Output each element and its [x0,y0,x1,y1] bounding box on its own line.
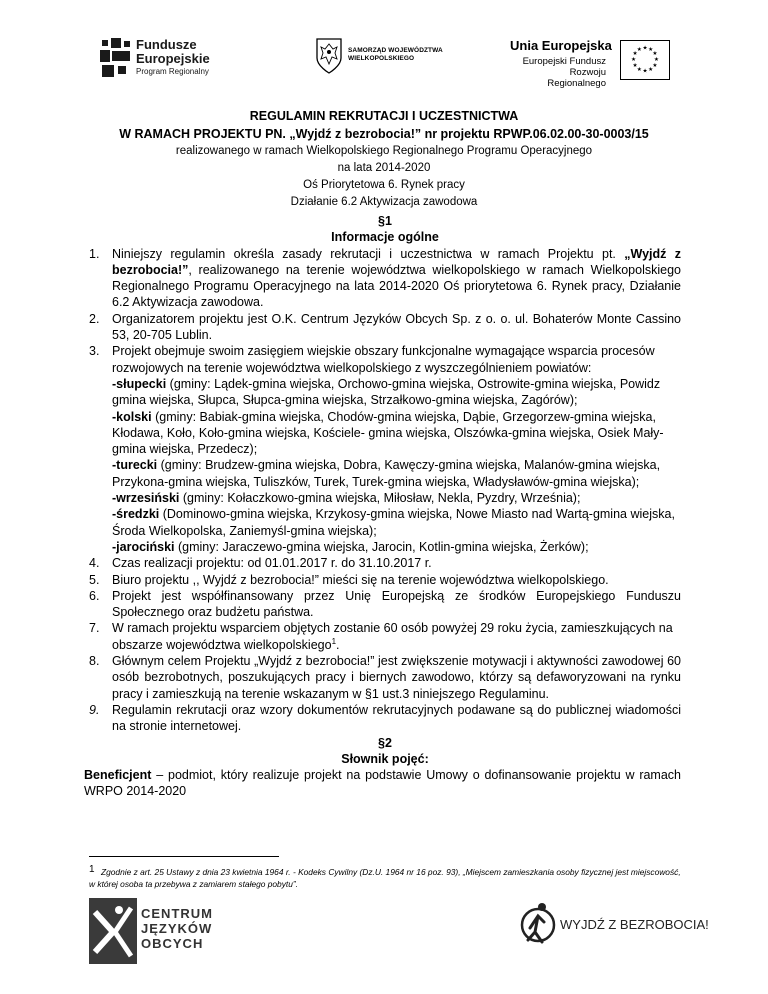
item-text: Biuro projektu ,, Wyjdź z bezrobocia!” mieści się na terenie województwa wielkopolskiego. [112,572,609,587]
wyjdz-text: WYJDŹ Z BEZROBOCIA! [560,917,709,932]
definition-text: – podmiot, który realizuje projekt na podstawie Umowy o dofinansowanie projektu w ramach WRPO 2014-2020 [84,768,681,799]
sw-line2: WIELKOPOLSKIEGO [348,55,415,62]
svg-text:★: ★ [636,46,642,53]
item-text: Niniejszy regulamin określa zasady rekrutacji i uczestnictwa w ramach Projektu pt. [112,246,625,261]
powiat-gminy: (gminy: Jaraczewo-gmina wiejska, Jarocin, Kotlin-gmina wiejska, Żerków); [174,539,589,554]
list-item [89,653,681,702]
item-text: , realizowanego na terenie województwa wielkopolskiego w ramach Wielkopolskiego Regionalnego Programu Operacyjnego na lata 2014-2020 Oś priorytetowa 6. Rynek pracy, Działanie 6.2 Aktywizacja zawodowa. [112,262,681,310]
powiat-name: -słupecki [112,376,167,391]
powiat-name: -średzki [112,507,160,522]
item-number: 2. [89,311,100,326]
cjo-line2: JĘZYKÓW [141,921,213,936]
svg-text:★: ★ [632,50,638,57]
project-name: „Wyjdź z bezrobocia!” [112,246,681,277]
title-line1: REGULAMIN REKRUTACJI I UCZESTNICTWA [249,109,519,123]
eu-flag-icon [620,40,670,80]
fe-line3: Program Regionalny [136,67,209,76]
title-line5: Oś Priorytetowa 6. Rynek pracy [303,179,465,191]
footnote-mark: 1 [89,864,95,875]
term: Beneficjent [84,768,152,783]
svg-text:★: ★ [653,56,659,63]
crest-icon [316,38,342,74]
item-text: Regulamin rekrutacji oraz wzory dokumentów rekrutacyjnych podawane są do publicznej wiadomości na stronie internetowej. [112,702,681,734]
item-number: 3. [89,344,100,359]
title-line6: Działanie 6.2 Aktywizacja zawodowa [290,196,478,208]
list-item [89,572,681,588]
powiat-gminy: (gminy: Lądek-gmina wiejska, Orchowo-gmina wiejska, Ostrowite-gmina wiejska, Powidz gmina wiejska, Słupca, Słupca-gmina wiejska, Strzałkowo-gmina wiejska, Zagórów); [112,376,661,408]
powiat-name: -turecki [112,458,158,473]
wyjdz-z-bezrobocia-logo [520,898,709,958]
eu-line1: Europejski Fundusz [522,56,606,67]
powiat-entry [112,376,681,409]
svg-text:★: ★ [652,63,658,70]
running-figure-icon [520,898,556,952]
powiat-entry [112,506,681,539]
header-logos [0,28,768,88]
powiat-entry [112,539,681,555]
list-item [89,702,681,735]
svg-text:★: ★ [631,56,637,63]
item-text: Projekt obejmuje swoim zasięgiem wiejskie obszary funkcjonalne wymagające wsparcia procesów rozwojowych na terenie województwa wielkopolskiego z wyszczególnieniem powiatów: [112,344,655,375]
unia-europejska-logo [510,36,680,89]
svg-text:★: ★ [636,66,642,73]
powiat-entry [112,490,681,506]
list-item [89,620,681,653]
powiat-gminy: (gminy: Kołaczkowo-gmina wiejska, Miłosław, Nekla, Pyzdry, Września); [179,491,581,506]
centrum-jezykow-obcych-logo [89,898,213,968]
list-item [89,311,681,344]
item-text: Organizatorem projektu jest O.K. Centrum Języków Obcych Sp. z o. o. ul. Bohaterów Monte Cassino 53, 20-705 Lublin. [112,311,681,343]
svg-text:★: ★ [652,50,658,57]
powiat-entry [112,457,681,490]
item-text: Projekt jest współfinansowany przez Unię Europejską ze środków Europejskiego Funduszu Społecznego oraz budżetu państwa. [112,588,681,620]
item-number: 9. [89,702,100,717]
svg-text:★: ★ [642,68,648,75]
svg-text:★: ★ [642,45,648,52]
powiat-gminy: (gminy: Babiak-gmina wiejska, Chodów-gmina wiejska, Dąbie, Grzegorzew-gmina wiejska, Kłodawa, Koło, Koło-gmina wiejska, Kościele- gmina wiejska, Olszówka-gmina wiejska, Osiek Mały-gmina wiejska, Przedecz); [112,409,664,457]
svg-text:★: ★ [648,46,654,53]
item-number: 7. [89,621,100,636]
item-text: Głównym celem Projektu „Wyjdź z bezrobocia!” jest zwiększenie motywacji i aktywności zawodowej 60 osób bezrobotnych, poszukujących pracy i biernych zawodowo, którzy są defaworyzowani na rynku pracy i zamieszkują na terenie wskazanym w §1 ust.3 niniejszego Regulaminu. [112,654,681,701]
eu-line2: Rozwoju Regionalnego [547,67,606,89]
footnote-divider [89,856,279,857]
fundusze-europejskie-icon [100,38,132,78]
title-line4: na lata 2014-2020 [337,162,431,174]
footnote-text: Zgodnie z art. 25 Ustawy z dnia 23 kwietnia 1964 r. - Kodeks Cywilny (Dz.U. 1964 nr 16 poz. 93), „Miejscem zamieszkania osoby fizycznej jest miejscowość, w której osoba ta przebywa z zamiarem stałego pobytu”. [89,867,681,889]
list-item [89,343,681,555]
item-number: 4. [89,556,100,571]
section2-heading: Słownik pojęć: [341,751,429,766]
footnote-ref: 1 [331,636,337,646]
cjo-line1: CENTRUM [141,906,213,921]
powiat-name: -wrzesiński [112,491,180,506]
item-number: 5. [89,572,100,587]
definition-beneficjent [84,767,681,800]
powiat-name: -jarociński [112,539,175,554]
document-title [0,107,768,211]
section1-heading: Informacje ogólne [331,230,439,245]
item-number: 8. [89,654,100,669]
fe-line2: Europejskie [136,51,210,66]
powiat-gminy: (Dominowo-gmina wiejska, Krzykosy-gmina wiejska, Nowe Miasto nad Wartą-gmina wiejska, Środa Wielkopolska, Zaniemyśl-gmina wiejska); [112,507,675,538]
fe-line1: Fundusze [136,37,197,52]
section1-sign: §1 [378,214,392,228]
sw-line1: SAMORZĄD WOJEWÓDZTWA [348,47,443,54]
document-body [84,213,681,800]
section1-list [89,246,681,735]
title-line3: realizowanego w ramach Wielkopolskiego Regionalnego Programu Operacyjnego [175,145,593,157]
svg-text:★: ★ [632,63,638,70]
item-number: 1. [89,246,100,261]
footnote [89,866,689,890]
samorzad-logo [316,36,466,84]
powiat-gminy: (gminy: Brudzew-gmina wiejska, Dobra, Kawęczy-gmina wiejska, Malanów-gmina wiejska, Przykona-gmina wiejska, Tuliszków, Turek, Turek-gmina wiejska, Władysławów-gmina wiejska); [112,458,661,489]
list-item [89,555,681,571]
eu-title: Unia Europejska [510,38,612,53]
list-item [89,246,681,311]
item-text: Czas realizacji projektu: od 01.01.2017 r. do 31.10.2017 r. [112,556,432,571]
powiat-entry [112,409,681,458]
cjo-emblem-icon [89,898,137,964]
section2-sign: §2 [378,735,392,750]
item-text: W ramach projektu wsparciem objętych zostanie 60 osób powyżej 29 roku życia, zamieszkujących na obszarze województwa wielkopolskiego [112,621,673,652]
cjo-line3: OBCYCH [141,936,204,951]
title-line2: W RAMACH PROJEKTU PN. „Wyjdź z bezrobocia!” nr projektu RPWP.06.02.00-30-0003/15 [119,127,649,141]
list-item [89,588,681,621]
item-text-tail: . [336,637,340,652]
fundusze-europejskie-logo [100,36,215,84]
item-number: 6. [89,588,100,603]
powiat-name: -kolski [112,409,152,424]
svg-text:★: ★ [648,66,654,73]
